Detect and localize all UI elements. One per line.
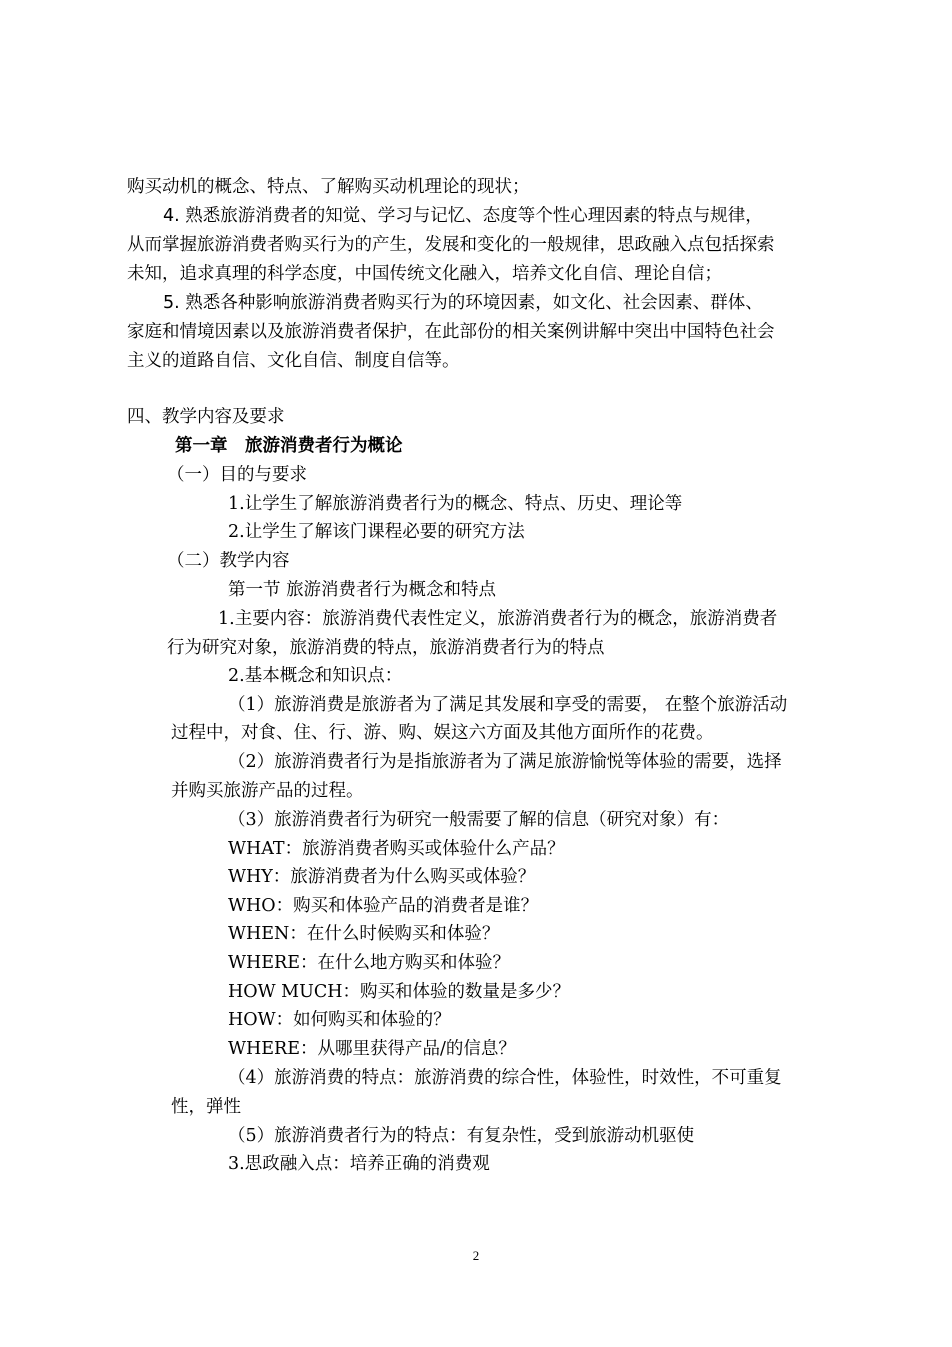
question-how: HOW：如何购买和体验的？ [228, 1010, 451, 1030]
concepts-heading: 2.基本概念和知识点： [228, 666, 403, 686]
main-content-line-1: 1.主要内容：旅游消费代表性定义，旅游消费者行为的概念，旅游消费者 [218, 609, 778, 629]
objective-4-line-1: 4. 熟悉旅游消费者的知觉、学习与记忆、态度等个性心理因素的特点与规律， [163, 206, 763, 226]
concept-2-line-1: （2）旅游消费者行为是指旅游者为了满足旅游愉悦等体验的需要，选择 [228, 752, 782, 772]
objective-5-line-3: 主义的道路自信、文化自信、制度自信等。 [127, 351, 460, 371]
page-number: 2 [472, 1248, 480, 1263]
part1-heading: （一）目的与要求 [167, 465, 307, 485]
concept-1-line-1: （1）旅游消费是旅游者为了满足其发展和享受的需要， 在整个旅游活动 [228, 695, 788, 715]
section-title: 第一节 旅游消费者行为概念和特点 [228, 580, 497, 600]
question-who: WHO：购买和体验产品的消费者是谁？ [228, 896, 539, 916]
question-where: WHERE：在什么地方购买和体验？ [228, 953, 510, 973]
objective-5-line-1: 5. 熟悉各种影响旅游消费者购买行为的环境因素，如文化、社会因素、群体、 [163, 293, 763, 313]
question-where-info: WHERE：从哪里获得产品/的信息？ [228, 1039, 516, 1059]
concept-1-line-2: 过程中，对食、住、行、游、购、娱这六方面及其他方面所作的花费。 [171, 723, 714, 743]
concept-2-line-2: 并购买旅游产品的过程。 [171, 781, 364, 801]
question-when: WHEN：在什么时候购买和体验？ [228, 924, 500, 944]
part1-item-1: 1.让学生了解旅游消费者行为的概念、特点、历史、理论等 [228, 494, 683, 514]
part2-heading: （二）教学内容 [167, 551, 290, 571]
question-how-much: HOW MUCH：购买和体验的数量是多少？ [228, 982, 570, 1002]
ideology-point: 3.思政融入点：培养正确的消费观 [228, 1154, 490, 1174]
objectives-line-1: 购买动机的概念、特点、了解购买动机理论的现状； [127, 177, 530, 197]
section-heading: 四、教学内容及要求 [127, 407, 285, 427]
question-what: WHAT：旅游消费者购买或体验什么产品？ [228, 839, 565, 859]
objective-4-line-2: 从而掌握旅游消费者购买行为的产生，发展和变化的一般规律，思政融入点包括探索 [127, 235, 775, 255]
part1-item-2: 2.让学生了解该门课程必要的研究方法 [228, 522, 525, 542]
chapter-title: 第一章 旅游消费者行为概论 [175, 436, 403, 456]
question-why: WHY：旅游消费者为什么购买或体验？ [228, 867, 536, 887]
concept-5: （5）旅游消费者行为的特点：有复杂性，受到旅游动机驱使 [228, 1126, 695, 1146]
objective-4-line-3: 未知，追求真理的科学态度，中国传统文化融入，培养文化自信、理论自信； [127, 264, 722, 284]
main-content-line-2: 行为研究对象，旅游消费的特点，旅游消费者行为的特点 [167, 638, 605, 658]
concept-4-line-2: 性，弹性 [171, 1097, 241, 1117]
objective-5-line-2: 家庭和情境因素以及旅游消费者保护，在此部份的相关案例讲解中突出中国特色社会 [127, 322, 775, 342]
concept-4-line-1: （4）旅游消费的特点：旅游消费的综合性，体验性，时效性，不可重复 [228, 1068, 782, 1088]
concept-3: （3）旅游消费者行为研究一般需要了解的信息（研究对象）有： [228, 810, 730, 830]
